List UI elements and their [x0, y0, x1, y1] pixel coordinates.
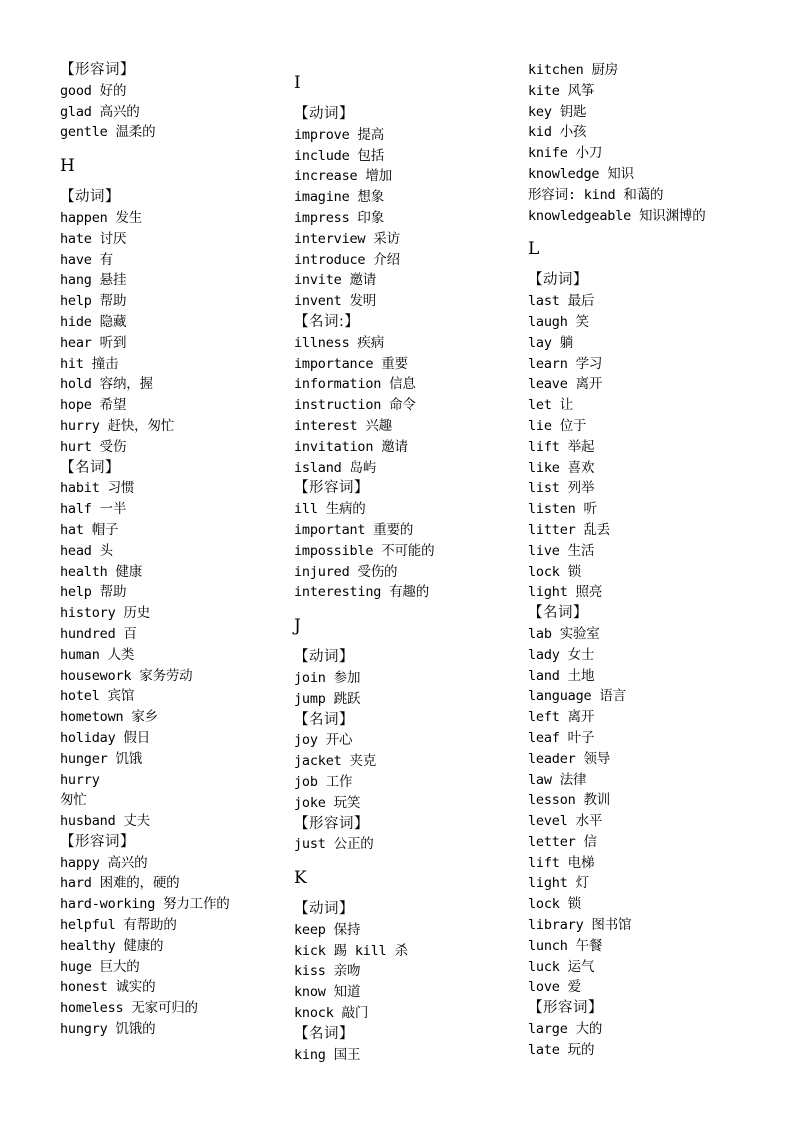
vocab-entry: habit 习惯 [60, 480, 135, 497]
vocab-entry: hurry 赶快，匆忙 [60, 417, 175, 434]
vocab-entry: happen 发生 [60, 209, 143, 226]
vocab-entry: hope 希望 [60, 397, 127, 414]
column-middle [294, 60, 519, 1065]
vocab-entry: jacket 夹克 [294, 753, 377, 770]
vocab-entry: invitation 邀请 [294, 438, 408, 455]
vocab-entry: litter 乱丢 [528, 521, 611, 538]
vocab-entry: instruction 命令 [294, 397, 416, 414]
part-of-speech-header: 【动词】 [60, 189, 120, 206]
vocab-entry: helpful 有帮助的 [60, 917, 177, 934]
vocab-entry: illness 疾病 [294, 334, 385, 351]
vocab-entry: hunger 饥饿 [60, 750, 143, 767]
part-of-speech-header: 【名词】 [294, 711, 354, 728]
vocab-entry: kiss 亲吻 [294, 963, 361, 980]
vocab-entry: ill 生病的 [294, 501, 366, 518]
vocab-entry: king 国王 [294, 1046, 361, 1063]
vocab-entry: 形容词: kind 和蔼的 [528, 186, 664, 203]
vocab-entry: language 语言 [528, 688, 626, 705]
vocab-entry: impress 印象 [294, 209, 385, 226]
vocab-entry: live 生活 [528, 542, 595, 559]
vocab-entry: hungry 饥饿的 [60, 1021, 156, 1038]
vocab-entry: hometown 家乡 [60, 709, 158, 726]
vocab-entry: interest 兴趣 [294, 417, 392, 434]
vocab-entry: late 玩的 [528, 1041, 595, 1058]
vocab-entry: luck 运气 [528, 958, 595, 975]
vocab-entry: help 帮助 [60, 584, 127, 601]
vocab-entry: hear 听到 [60, 334, 127, 351]
vocab-entry: leave 离开 [528, 376, 603, 393]
vocab-entry: leader 领导 [528, 750, 611, 767]
vocab-entry: imagine 想象 [294, 189, 385, 206]
vocab-entry: lady 女士 [528, 646, 595, 663]
vocab-entry: list 列举 [528, 480, 595, 497]
part-of-speech-header: 【名词】 [60, 459, 120, 476]
vocab-entry: hurry [60, 771, 100, 788]
vocab-entry: knock 敲门 [294, 1005, 369, 1022]
vocab-entry: light 灯 [528, 875, 589, 892]
vocab-entry: knife 小刀 [528, 145, 603, 162]
vocab-entry: lunch 午餐 [528, 937, 603, 954]
vocab-entry: important 重要的 [294, 521, 414, 538]
vocab-entry: husband 丈夫 [60, 813, 151, 830]
vocab-entry: honest 诚实的 [60, 979, 156, 996]
part-of-speech-header: 【形容词】 [294, 480, 369, 497]
vocab-entry: improve 提高 [294, 126, 385, 143]
vocab-entry: invent 发明 [294, 293, 377, 310]
vocab-entry: interview 采访 [294, 230, 400, 247]
part-of-speech-header: 【形容词】 [60, 833, 135, 850]
vocab-entry: human 人类 [60, 646, 135, 663]
vocab-entry: leaf 叶子 [528, 729, 595, 746]
letter-heading: I [294, 73, 301, 93]
vocab-entry: invite 邀请 [294, 272, 377, 289]
vocab-entry: introduce 介绍 [294, 251, 400, 268]
vocab-entry: island 岛屿 [294, 459, 377, 476]
vocab-entry: let 让 [528, 397, 574, 414]
vocab-entry: history 历史 [60, 605, 151, 622]
vocab-entry: glad 高兴的 [60, 103, 140, 120]
vocab-entry: help 帮助 [60, 293, 127, 310]
part-of-speech-header: 【名词】 [528, 605, 588, 622]
part-of-speech-header: 【动词】 [528, 272, 588, 289]
vocab-entry: include 包括 [294, 147, 385, 164]
vocab-entry: kitchen 厨房 [528, 62, 619, 78]
vocab-entry: job 工作 [294, 773, 353, 790]
vocab-entry: hotel 宾馆 [60, 688, 135, 705]
vocab-entry: hit 撞击 [60, 355, 119, 372]
vocab-entry: listen 听 [528, 501, 597, 518]
vocab-entry: lock 锁 [528, 896, 581, 913]
vocab-entry: letter 信 [528, 833, 597, 850]
vocab-entry: laugh 笑 [528, 313, 589, 330]
vocab-entry: library 图书馆 [528, 917, 632, 934]
part-of-speech-header: 【名词:】 [294, 313, 360, 330]
column-left [60, 60, 285, 1040]
part-of-speech-header: 【动词】 [294, 901, 354, 918]
vocab-entry: love 爱 [528, 979, 581, 996]
vocab-entry: land 土地 [528, 667, 595, 684]
part-of-speech-header: 【动词】 [294, 106, 354, 122]
vocab-entry: key 钥匙 [528, 103, 587, 120]
vocab-entry: joke 玩笑 [294, 794, 361, 811]
vocab-entry: jump 跳跃 [294, 690, 361, 707]
part-of-speech-header: 【动词】 [294, 649, 354, 666]
vocab-entry: lift 电梯 [528, 854, 595, 871]
vocab-entry: homeless 无家可归的 [60, 1000, 198, 1017]
vocab-entry: lab 实验室 [528, 625, 600, 642]
vocab-entry: impossible 不可能的 [294, 542, 435, 559]
vocab-entry: happy 高兴的 [60, 854, 148, 871]
vocab-entry: join 参加 [294, 669, 361, 686]
vocab-entry: joy 开心 [294, 732, 353, 749]
column-right [528, 60, 753, 1061]
vocab-entry: hang 悬挂 [60, 272, 127, 289]
vocab-entry: kick 踢 kill 杀 [294, 942, 408, 959]
vocab-entry: hold 容纳，握 [60, 376, 153, 393]
vocab-entry: lie 位于 [528, 417, 587, 434]
vocab-entry: health 健康 [60, 563, 143, 580]
vocab-entry: healthy 健康的 [60, 937, 164, 954]
vocab-entry: good 好的 [60, 82, 127, 99]
vocab-entry: head 头 [60, 542, 113, 559]
vocab-entry: hard 困难的，硬的 [60, 875, 180, 892]
vocab-entry: kid 小孩 [528, 124, 587, 141]
vocab-entry: hundred 百 [60, 625, 137, 642]
vocab-entry: importance 重要 [294, 355, 408, 372]
vocab-entry: light 照亮 [528, 584, 603, 601]
vocab-entry: left 离开 [528, 709, 595, 726]
vocab-entry: like 喜欢 [528, 459, 595, 476]
vocab-entry: kite 风筝 [528, 82, 595, 99]
vocab-entry: hate 讨厌 [60, 230, 127, 247]
vocab-entry: 匆忙 [60, 792, 87, 809]
vocab-entry: half 一半 [60, 501, 127, 518]
vocab-entry: injured 受伤的 [294, 563, 398, 580]
vocab-entry: law 法律 [528, 771, 587, 788]
letter-heading: L [528, 239, 540, 260]
vocab-entry: hide 隐藏 [60, 313, 127, 330]
part-of-speech-header: 【形容词】 [294, 815, 369, 832]
vocab-entry: interesting 有趣的 [294, 584, 430, 601]
part-of-speech-header: 【形容词】 [528, 1000, 603, 1017]
vocab-entry: level 水平 [528, 813, 603, 830]
vocab-entry: large 大的 [528, 1021, 603, 1038]
vocab-entry: lesson 教训 [528, 792, 611, 809]
vocab-entry: last 最后 [528, 293, 595, 310]
letter-heading: J [294, 616, 301, 637]
part-of-speech-header: 【形容词】 [60, 62, 135, 78]
vocab-entry: gentle 温柔的 [60, 124, 156, 141]
vocab-entry: know 知道 [294, 984, 361, 1001]
vocab-entry: knowledge 知识 [528, 165, 634, 182]
vocab-entry: keep 保持 [294, 921, 361, 938]
vocab-entry: hurt 受伤 [60, 438, 127, 455]
vocab-entry: huge 巨大的 [60, 958, 140, 975]
vocab-entry: increase 增加 [294, 168, 392, 185]
part-of-speech-header: 【名词】 [294, 1025, 354, 1042]
vocab-entry: lay 躺 [528, 334, 574, 351]
vocab-entry: have 有 [60, 251, 113, 268]
vocab-entry: information 信息 [294, 376, 416, 393]
vocab-entry: lift 举起 [528, 438, 595, 455]
vocab-entry: hat 帽子 [60, 521, 119, 538]
vocab-entry: hard-working 努力工作的 [60, 896, 230, 913]
letter-heading: H [60, 156, 75, 177]
vocab-entry: holiday 假日 [60, 729, 151, 746]
letter-heading: K [294, 868, 307, 889]
vocab-entry: housework 家务劳动 [60, 667, 193, 684]
vocab-entry: learn 学习 [528, 355, 603, 372]
vocab-entry: lock 锁 [528, 563, 581, 580]
vocab-entry: just 公正的 [294, 836, 374, 853]
vocab-entry: knowledgeable 知识渊博的 [528, 207, 706, 224]
